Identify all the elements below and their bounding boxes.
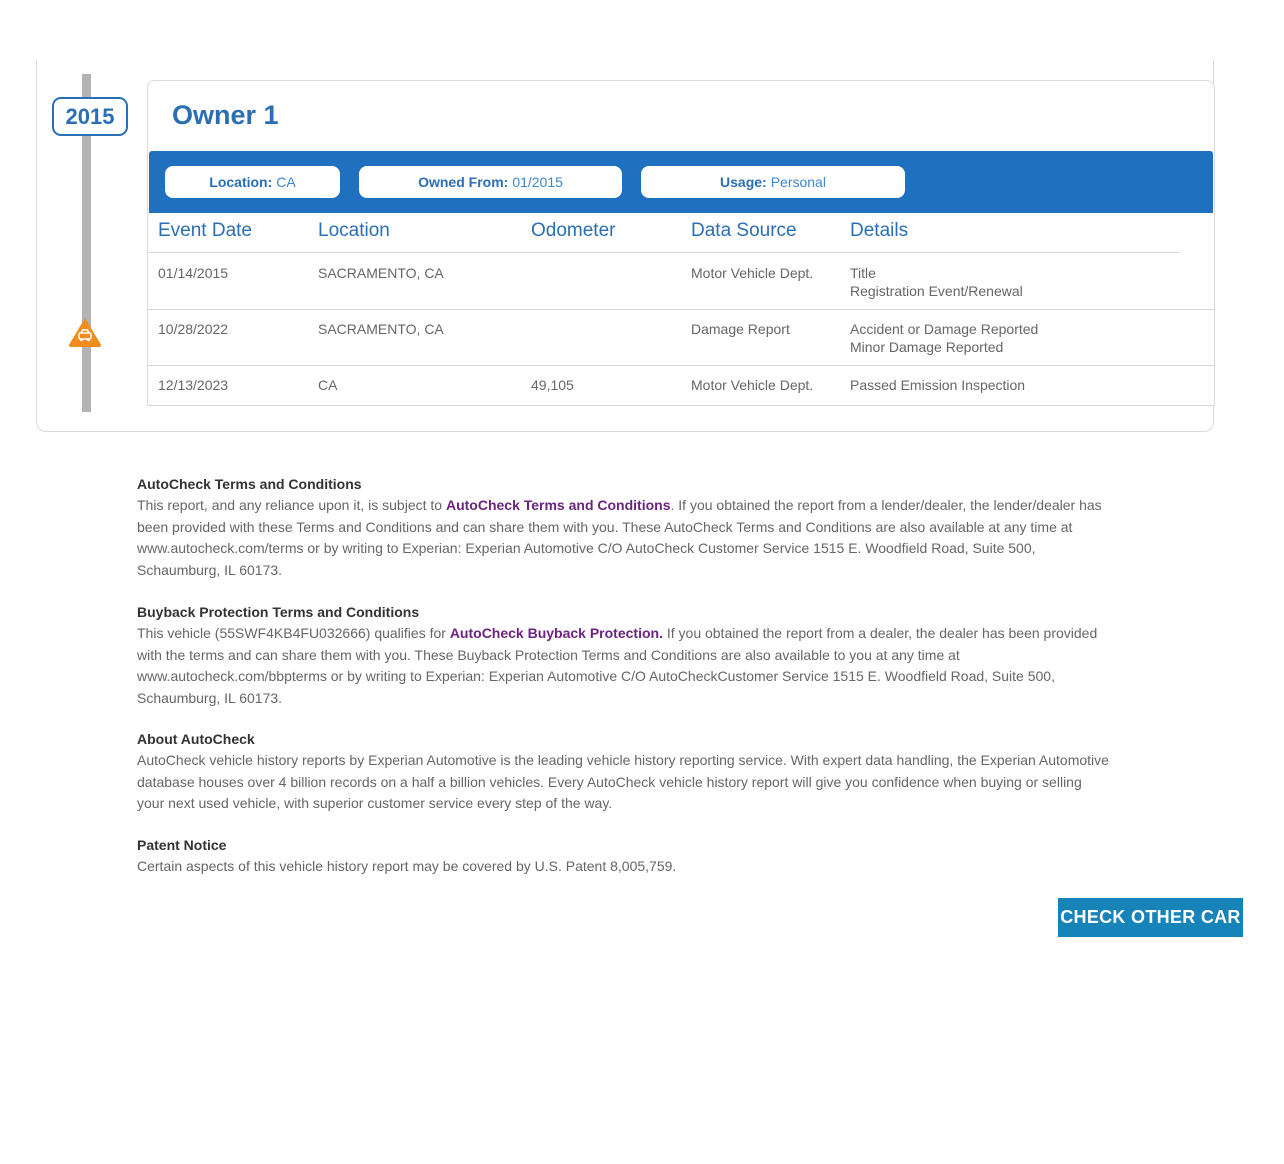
row-details-primary: Title <box>850 265 876 281</box>
buyback-terms-section <box>137 602 1112 710</box>
table-divider <box>148 252 1180 253</box>
usage-chip-value: Personal <box>770 174 826 190</box>
usage-chip-label: Usage: <box>720 174 767 190</box>
column-header-details: Details <box>850 220 909 241</box>
row-data-source: Motor Vehicle Dept. <box>691 265 814 281</box>
row-location: CA <box>318 377 338 393</box>
about-autocheck-text: AutoCheck vehicle history reports by Experian Automotive is the leading vehicle history reporting service. With expert data handling, the Experian Automotive database houses over 4 billion records on a half a billion vehicles. Every AutoCheck vehicle history report will give you confidence when buying or selling your next used vehicle, with superior customer service every step of the way. <box>137 752 1109 812</box>
location-chip-label: Location: <box>209 174 273 190</box>
row-event-date: 10/28/2022 <box>158 321 229 337</box>
buyback-terms-text-post: If you obtained the report from a dealer, the dealer has been provided with the terms and can share them with you. These Buyback Protection Terms and Conditions are also available to you at any time at www.autocheck.com/bbpterms or by writing to Experian: Experian Automotive C/O AutoCheckCustomer Service 1515 E. Woodfield Road, Suite 500, Schaumburg, IL 60173. <box>137 625 1098 707</box>
owned-from-chip-value: 01/2015 <box>512 174 563 190</box>
row-details-primary: Passed Emission Inspection <box>850 377 1026 393</box>
location-chip <box>165 166 340 198</box>
column-header-data-source: Data Source <box>691 220 797 241</box>
column-header-location: Location <box>318 220 390 241</box>
patent-notice-section <box>137 835 1112 878</box>
row-details-secondary: Registration Event/Renewal <box>850 283 1023 299</box>
owner-title: Owner 1 <box>172 100 279 130</box>
row-data-source: Damage Report <box>691 321 790 337</box>
row-location: SACRAMENTO, CA <box>318 321 444 337</box>
patent-notice-heading: Patent Notice <box>137 837 227 853</box>
autocheck-terms-text <box>137 495 1112 582</box>
row-data-source: Motor Vehicle Dept. <box>691 377 814 393</box>
autocheck-terms-link[interactable]: AutoCheck Terms and Conditions <box>445 497 671 513</box>
row-event-date: 12/13/2023 <box>158 377 229 393</box>
about-autocheck-section <box>137 729 1112 815</box>
timeline-year-badge: 2015 <box>52 97 128 136</box>
row-details-secondary: Minor Damage Reported <box>850 339 1004 355</box>
autocheck-terms-text-post: . If you obtained the report from a lender/dealer, the lender/dealer has been provided with these Terms and Conditions and can share them with you. These AutoCheck Terms and Conditions are also available at any time at www.autocheck.com/terms or by writing to Experian: Experian Automotive C/O AutoCheck Customer Service 1515 E. Woodfield Road, Suite 500, Schaumburg, IL 60173. <box>137 497 1102 579</box>
about-autocheck-heading: About AutoCheck <box>137 731 255 747</box>
location-chip-value: CA <box>276 174 296 190</box>
buyback-terms-text <box>137 623 1112 710</box>
row-location: SACRAMENTO, CA <box>318 265 444 281</box>
autocheck-terms-heading: AutoCheck Terms and Conditions <box>137 476 362 492</box>
table-divider <box>148 405 1214 406</box>
column-header-event-date: Event Date <box>158 220 252 241</box>
owner-card <box>147 80 1215 406</box>
owned-from-chip <box>359 166 622 198</box>
table-divider <box>148 365 1214 366</box>
column-header-odometer: Odometer <box>531 220 616 241</box>
check-other-car-button[interactable]: CHECK OTHER CAR <box>1058 898 1243 937</box>
row-odometer: 49,105 <box>531 377 574 393</box>
owned-from-chip-label: Owned From: <box>418 174 509 190</box>
table-divider <box>148 309 1214 310</box>
car-accident-warning-icon <box>69 319 101 347</box>
autocheck-terms-section <box>137 474 1112 582</box>
row-event-date: 01/14/2015 <box>158 265 229 281</box>
row-details-primary: Accident or Damage Reported <box>850 321 1039 337</box>
autocheck-terms-text-pre: This report, and any reliance upon it, is subject to <box>137 497 446 513</box>
buyback-terms-heading: Buyback Protection Terms and Conditions <box>137 604 420 620</box>
patent-notice-text: Certain aspects of this vehicle history report may be covered by U.S. Patent 8,005,759. <box>137 858 677 874</box>
usage-chip <box>641 166 905 198</box>
buyback-terms-text-pre: This vehicle (55SWF4KB4FU032666) qualifies for <box>137 625 450 641</box>
buyback-protection-link[interactable]: AutoCheck Buyback Protection. <box>449 625 663 641</box>
